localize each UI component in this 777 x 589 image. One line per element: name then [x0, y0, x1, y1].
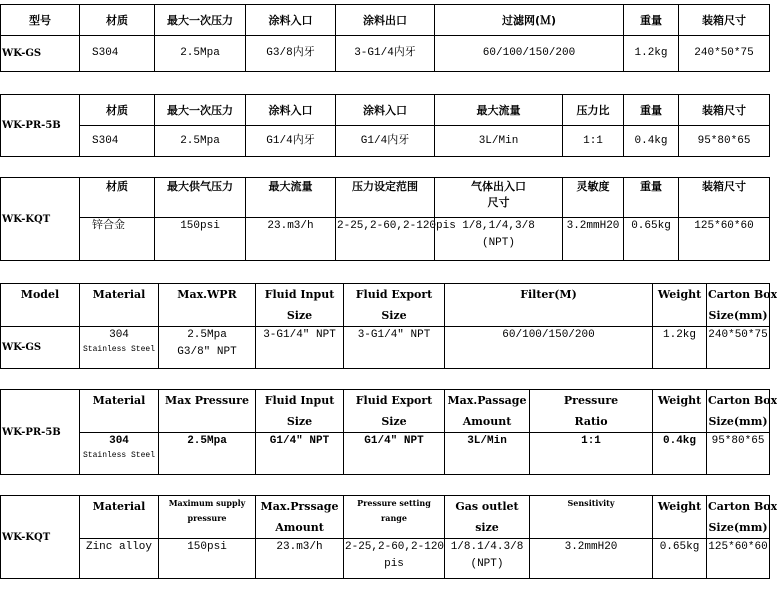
en-pr-material [80, 433, 159, 475]
en-kqt-supply: 150psi [159, 539, 256, 579]
en-kqt-model: WK-KQT [1, 496, 80, 579]
cn-pr-h-inlet: 涂料入口 [246, 95, 336, 126]
en-gs-h-wpr: Max.WPR [159, 284, 256, 327]
en-pr-carton: 95*80*65 [707, 433, 770, 475]
cn-pr-inlet: G1/4内牙 [246, 126, 336, 157]
en-kqt-h-gas [445, 496, 530, 539]
cn-gs-header-row [1, 5, 770, 36]
cn-gs-h-model: 型号 [1, 5, 80, 36]
en-kqt-h-flow [256, 496, 344, 539]
cn-kqt-h-port-1: 气体出入口 [471, 180, 526, 193]
cn-pr-h-inlet2: 涂料入口 [336, 95, 435, 126]
en-pr-h-passage [445, 390, 530, 433]
en-gs-export: 3-G1/4" NPT [344, 327, 445, 369]
en-gs-material-2: Stainless Steel [82, 345, 155, 354]
en-gs-input: 3-G1/4" NPT [256, 327, 344, 369]
en-kqt-h-carton-1: Carton Box [708, 500, 777, 513]
cn-pr-h-carton: 装箱尺寸 [679, 95, 770, 126]
en-gs-h-model: Model [1, 284, 80, 327]
en-pr-material-2: Stainless Steel [82, 451, 155, 460]
en-gs-wpr-2: G3/8" NPT [177, 346, 237, 358]
en-pr-h-carton-2: Size(mm) [708, 415, 768, 428]
cn-kqt-model: WK-KQT [1, 178, 80, 261]
en-pr-pressure: 2.5Mpa [159, 433, 256, 475]
cn-pr-h-pressure: 最大一次压力 [155, 95, 246, 126]
cn-pr-pressure: 2.5Mpa [155, 126, 246, 157]
en-pr-h-input [256, 390, 344, 433]
en-gs-h-input [256, 284, 344, 327]
cn-kqt-carton: 125*60*60 [679, 218, 770, 261]
cn-pr-h-material: 材质 [80, 95, 155, 126]
en-pr-h-carton-1: Carton Box [708, 394, 777, 407]
cn-kqt-h-sens: 灵敏度 [563, 178, 624, 218]
cn-gs-outlet: 3-G1/4内牙 [336, 36, 435, 72]
cn-gs-model: WK-GS [1, 36, 80, 72]
en-gs-h-export [344, 284, 445, 327]
en-gs-h-material: Material [80, 284, 159, 327]
en-pr-h-export-1: Fluid Export [355, 394, 433, 407]
en-gs-material [80, 327, 159, 369]
cn-pr-inlet2: G1/4内牙 [336, 126, 435, 157]
cn-spacer-1 [1, 72, 770, 95]
en-pr-model: WK-PR-5B [1, 390, 80, 475]
en-pr-h-input-2: Size [286, 415, 313, 428]
en-pr-h-passage-2: Amount [462, 415, 512, 428]
cn-kqt-flow: 23.m3/h [246, 218, 336, 261]
en-kqt-material: Zinc alloy [80, 539, 159, 579]
en-gs-h-filter: Filter(M) [445, 284, 653, 327]
cn-kqt-h-carton: 装箱尺寸 [679, 178, 770, 218]
cn-kqt-port-1: 1/8,1/4,3/8 [462, 220, 535, 232]
en-kqt-h-flow-2: Amount [275, 521, 324, 534]
en-gs-filter: 60/100/150/200 [445, 327, 653, 369]
en-gs-carton: 240*50*75 [707, 327, 770, 369]
cn-kqt-h-port-2: 尺寸 [487, 196, 510, 209]
en-spacer-1 [1, 369, 770, 390]
cn-gs-h-material: 材质 [80, 5, 155, 36]
en-pr-input: G1/4" NPT [256, 433, 344, 475]
en-gs-h-export-1: Fluid Export [355, 288, 433, 301]
en-kqt-h-carton [707, 496, 777, 539]
cn-pr-value-row [1, 126, 770, 157]
en-kqt-h-range-1: Pressure setting [357, 498, 431, 508]
cn-gs-material: S304 [80, 36, 155, 72]
en-pr-h-export [344, 390, 445, 433]
cn-pr-carton: 95*80*65 [679, 126, 770, 157]
cn-kqt-range: 2-25,2-60,2-120pis [336, 218, 435, 261]
en-gs-h-carton-2: Size(mm) [708, 309, 768, 322]
en-gs-weight: 1.2kg [653, 327, 707, 369]
en-pr-h-weight: Weight [653, 390, 707, 433]
chinese-spec-table [0, 4, 770, 261]
en-pr-h-input-1: Fluid Input [264, 394, 335, 407]
en-pr-h-material: Material [80, 390, 159, 433]
en-kqt-flow: 23.m3/h [256, 539, 344, 579]
en-gs-model: WK-GS [1, 327, 80, 369]
en-kqt-carton: 125*60*60 [707, 539, 770, 579]
cn-kqt-h-flow: 最大流量 [246, 178, 336, 218]
en-kqt-h-gas-2: size [475, 521, 499, 534]
en-kqt-range-2: pis [384, 558, 404, 570]
cn-kqt-h-range: 压力设定范围 [336, 178, 435, 218]
en-kqt-sens: 3.2mmH20 [530, 539, 653, 579]
cn-gs-h-filter: 过滤网(Ｍ) [435, 5, 624, 36]
en-gs-header-row [1, 284, 770, 327]
en-kqt-range-1: 2-25,2-60,2-120 [345, 541, 445, 553]
cn-kqt-h-weight: 重量 [624, 178, 679, 218]
en-gs-h-input-1: Fluid Input [264, 288, 335, 301]
cn-pr-material: S304 [80, 126, 155, 157]
en-kqt-gas [445, 539, 530, 579]
cn-pr-flow: 3L/Min [435, 126, 563, 157]
cn-kqt-port-2: (NPT) [481, 237, 515, 249]
en-gs-h-carton-1: Carton Box [708, 288, 777, 301]
cn-gs-pressure: 2.5Mpa [155, 36, 246, 72]
en-pr-h-passage-1: Max.Passage [447, 394, 527, 407]
en-kqt-range [344, 539, 445, 579]
en-pr-header-row [1, 390, 770, 433]
cn-gs-h-inlet: 涂料入口 [246, 5, 336, 36]
cn-kqt-material: 锌合金 [80, 218, 155, 261]
cn-kqt-header-row [1, 178, 770, 218]
cn-pr-ratio: 1:1 [563, 126, 624, 157]
en-kqt-value-row [1, 539, 770, 579]
cn-kqt-supply: 150psi [155, 218, 246, 261]
cn-pr-weight: 0.4kg [624, 126, 679, 157]
cn-kqt-h-material: 材质 [80, 178, 155, 218]
cn-pr-header-row [1, 95, 770, 126]
en-pr-h-ratio-2: Ratio [574, 415, 608, 428]
en-gs-wpr [159, 327, 256, 369]
cn-gs-h-carton: 装箱尺寸 [679, 5, 770, 36]
en-kqt-h-supply-1: Maximum supply [168, 498, 246, 508]
en-pr-h-export-2: Size [381, 415, 407, 428]
en-pr-export: G1/4" NPT [344, 433, 445, 475]
cn-pr-h-weight: 重量 [624, 95, 679, 126]
en-gs-h-export-2: Size [381, 309, 407, 322]
en-gs-material-1: 304 [109, 329, 129, 341]
en-pr-passage: 3L/Min [445, 433, 530, 475]
cn-gs-filter: 60/100/150/200 [435, 36, 624, 72]
en-kqt-h-supply [159, 496, 256, 539]
en-gs-wpr-1: 2.5Mpa [187, 329, 227, 341]
en-pr-material-1: 304 [109, 435, 129, 447]
cn-pr-model: WK-PR-5B [1, 95, 80, 157]
en-spacer-2 [1, 475, 770, 496]
en-kqt-gas-2: (NPT) [470, 558, 504, 570]
cn-spacer-2 [1, 157, 770, 178]
cn-pr-h-ratio: 压力比 [563, 95, 624, 126]
cn-gs-value-row [1, 36, 770, 72]
en-kqt-h-material: Material [80, 496, 159, 539]
en-gs-h-weight: Weight [653, 284, 707, 327]
en-kqt-gas-1: 1/8.1/4.3/8 [450, 541, 524, 553]
en-pr-ratio: 1:1 [530, 433, 653, 475]
cn-kqt-value-row [1, 218, 770, 261]
cn-gs-h-weight: 重量 [624, 5, 679, 36]
en-pr-h-ratio-1: Pressure [563, 394, 619, 407]
cn-kqt-h-supply: 最大供气压力 [155, 178, 246, 218]
en-kqt-h-sens: Sensitivity [530, 496, 653, 539]
cn-gs-h-pressure: 最大一次压力 [155, 5, 246, 36]
en-kqt-h-carton-2: Size(mm) [708, 521, 768, 534]
cn-gs-carton: 240*50*75 [679, 36, 770, 72]
en-pr-h-pressure: Max Pressure [159, 390, 256, 433]
cn-gs-h-outlet: 涂料出口 [336, 5, 435, 36]
en-kqt-h-range [344, 496, 445, 539]
en-kqt-h-flow-1: Max.Prssage [260, 500, 339, 513]
en-pr-value-row [1, 433, 770, 475]
en-kqt-h-gas-1: Gas outlet [455, 500, 519, 513]
cn-kqt-weight: 0.65kg [624, 218, 679, 261]
en-gs-h-input-2: Size [286, 309, 313, 322]
en-kqt-header-row [1, 496, 770, 539]
cn-kqt-h-port [435, 178, 563, 218]
cn-kqt-sens: 3.2mmH20 [563, 218, 624, 261]
cn-pr-h-flow: 最大流量 [435, 95, 563, 126]
en-pr-weight: 0.4kg [653, 433, 707, 475]
cn-gs-weight: 1.2kg [624, 36, 679, 72]
en-gs-h-carton [707, 284, 777, 327]
cn-gs-inlet: G3/8内牙 [246, 36, 336, 72]
en-kqt-weight: 0.65kg [653, 539, 707, 579]
english-spec-table [0, 283, 777, 579]
en-kqt-h-range-2: range [381, 513, 407, 523]
en-pr-h-carton [707, 390, 777, 433]
en-pr-h-ratio [530, 390, 653, 433]
en-kqt-h-weight: Weight [653, 496, 707, 539]
en-kqt-h-supply-2: pressure [187, 513, 227, 523]
en-gs-value-row [1, 327, 770, 369]
